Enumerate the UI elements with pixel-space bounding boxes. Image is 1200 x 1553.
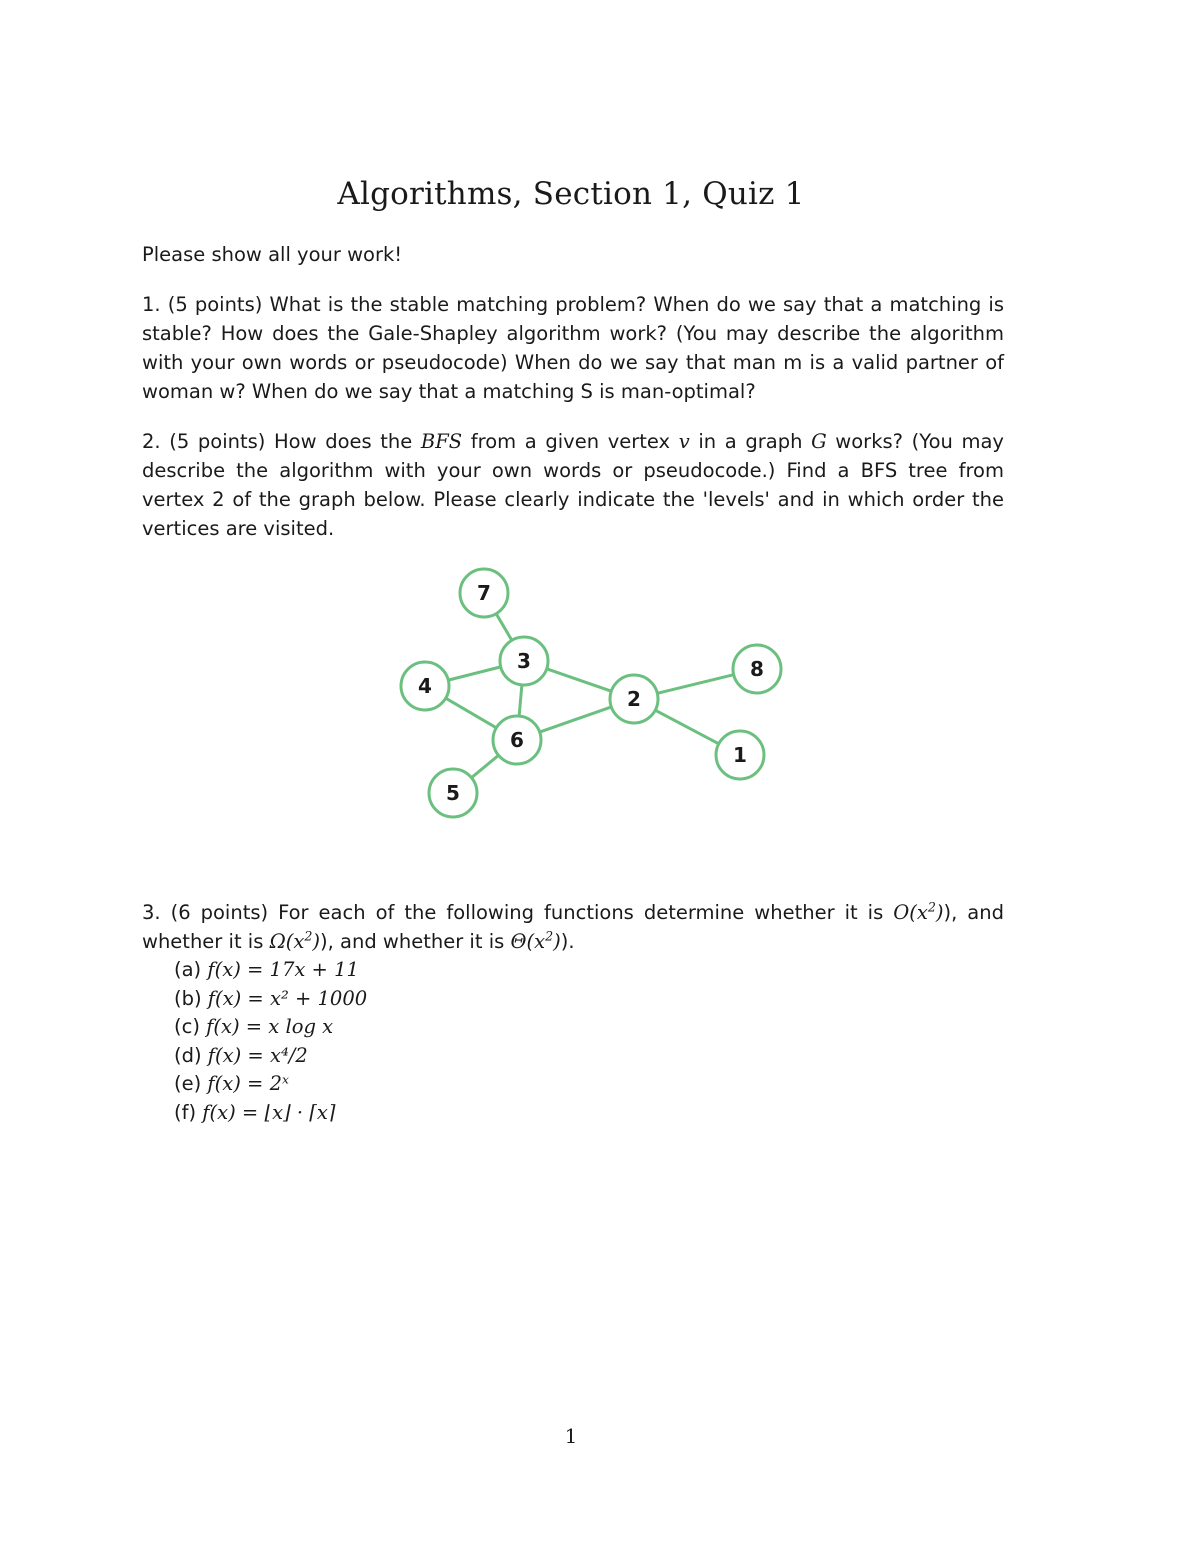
- question-3: [142, 898, 1004, 956]
- q2-bfs: BFS: [420, 430, 463, 453]
- q3-exp-2: 2: [304, 928, 313, 944]
- graph-edge-3-2: [547, 669, 612, 691]
- question-1: 1. (5 points) What is the stable matching problem? When do we say that a matching is stable? How does the Gale-Shapley algorithm work? (You may describe the algorithm with your own words or pseudocode) When do we say that man m is a valid partner of woman w? When do we say that a matching S is man-optimal?: [142, 293, 1004, 403]
- part-expression: f(x) = 2ˣ: [207, 1072, 289, 1095]
- q3-theta-text: Θ(x: [510, 930, 546, 953]
- question-2: [142, 427, 1004, 543]
- part-label: (d): [174, 1043, 202, 1067]
- intro-text: Please show all your work!: [142, 243, 403, 266]
- graph-edge-4-6: [446, 698, 497, 728]
- graph-diagram: [380, 555, 800, 830]
- q3-omega-text: Ω(x: [269, 930, 305, 953]
- graph-node-label-6: 6: [510, 728, 524, 752]
- graph-node-label-1: 1: [733, 743, 747, 767]
- graph-edge-6-2: [540, 707, 612, 732]
- q2-text-4: works? (You may describe the algorithm with your own words or pseudocode.) Find a BFS tree from vertex 2 of the graph below. Please clearly indicate the 'levels' and in which order the vertices are visited.: [142, 430, 1004, 540]
- graph-edge-7-3: [496, 614, 512, 641]
- part-label: (b): [174, 986, 202, 1010]
- graph-edge-3-4: [448, 667, 500, 680]
- q2-var-v: v: [678, 430, 690, 453]
- graph-nodes: [401, 569, 781, 817]
- graph-edge-2-1: [655, 710, 719, 744]
- page-number: 1: [564, 1424, 578, 1448]
- q3-big-o: $O(x^2)$: [893, 899, 944, 924]
- q3-theta: $\Theta(x^2)$: [510, 928, 561, 953]
- q3-text-4: ).: [560, 930, 575, 953]
- graph-node-label-4: 4: [418, 674, 432, 698]
- part-expression: f(x) = ⌊x⌋ · ⌈x⌉: [202, 1100, 336, 1124]
- graph-edges: [446, 614, 734, 778]
- part-a: [174, 956, 367, 985]
- q3-text-3: ), and whether it is: [320, 930, 511, 953]
- part-e: [174, 1070, 367, 1099]
- q3-omega: $\Omega(x^2)$: [269, 928, 321, 953]
- q3-text-1: 3. (6 points) For each of the following functions determine whether it is: [142, 901, 894, 924]
- part-label: (f): [174, 1100, 197, 1124]
- part-label: (a): [174, 958, 202, 981]
- part-d: [174, 1042, 367, 1071]
- q2-var-g: G: [811, 430, 827, 453]
- graph-edge-6-5: [471, 755, 498, 777]
- part-label: (c): [174, 1015, 200, 1038]
- graph-node-label-7: 7: [477, 581, 491, 605]
- q2-text-2: from a given vertex: [462, 430, 679, 453]
- question-3-parts: [174, 956, 367, 1127]
- part-expression: f(x) = x⁴/2: [207, 1043, 308, 1067]
- q3-exp-1: 2: [927, 899, 936, 915]
- part-expression: f(x) = x² + 1000: [207, 986, 368, 1010]
- part-label: (e): [174, 1072, 202, 1095]
- q2-text-3: in a graph: [689, 430, 812, 453]
- q3-big-o-text: O(x: [893, 901, 928, 924]
- graph-node-label-3: 3: [517, 649, 531, 673]
- part-b: [174, 985, 367, 1014]
- graph-node-label-2: 2: [627, 687, 641, 711]
- graph-node-label-5: 5: [446, 781, 460, 805]
- graph-node-label-8: 8: [750, 657, 764, 681]
- page-title: Algorithms, Section 1, Quiz 1: [337, 176, 805, 212]
- graph-edge-2-8: [657, 675, 733, 694]
- q3-text-2: ), and whether it is: [142, 901, 1004, 953]
- q3-exp-3: 2: [545, 928, 554, 944]
- part-f: [174, 1099, 367, 1128]
- part-expression: f(x) = x log x: [206, 1015, 334, 1038]
- q2-text-1: 2. (5 points) How does the: [142, 430, 421, 453]
- part-expression: f(x) = 17x + 11: [207, 958, 359, 981]
- graph-edge-3-6: [519, 685, 522, 716]
- part-c: [174, 1013, 367, 1042]
